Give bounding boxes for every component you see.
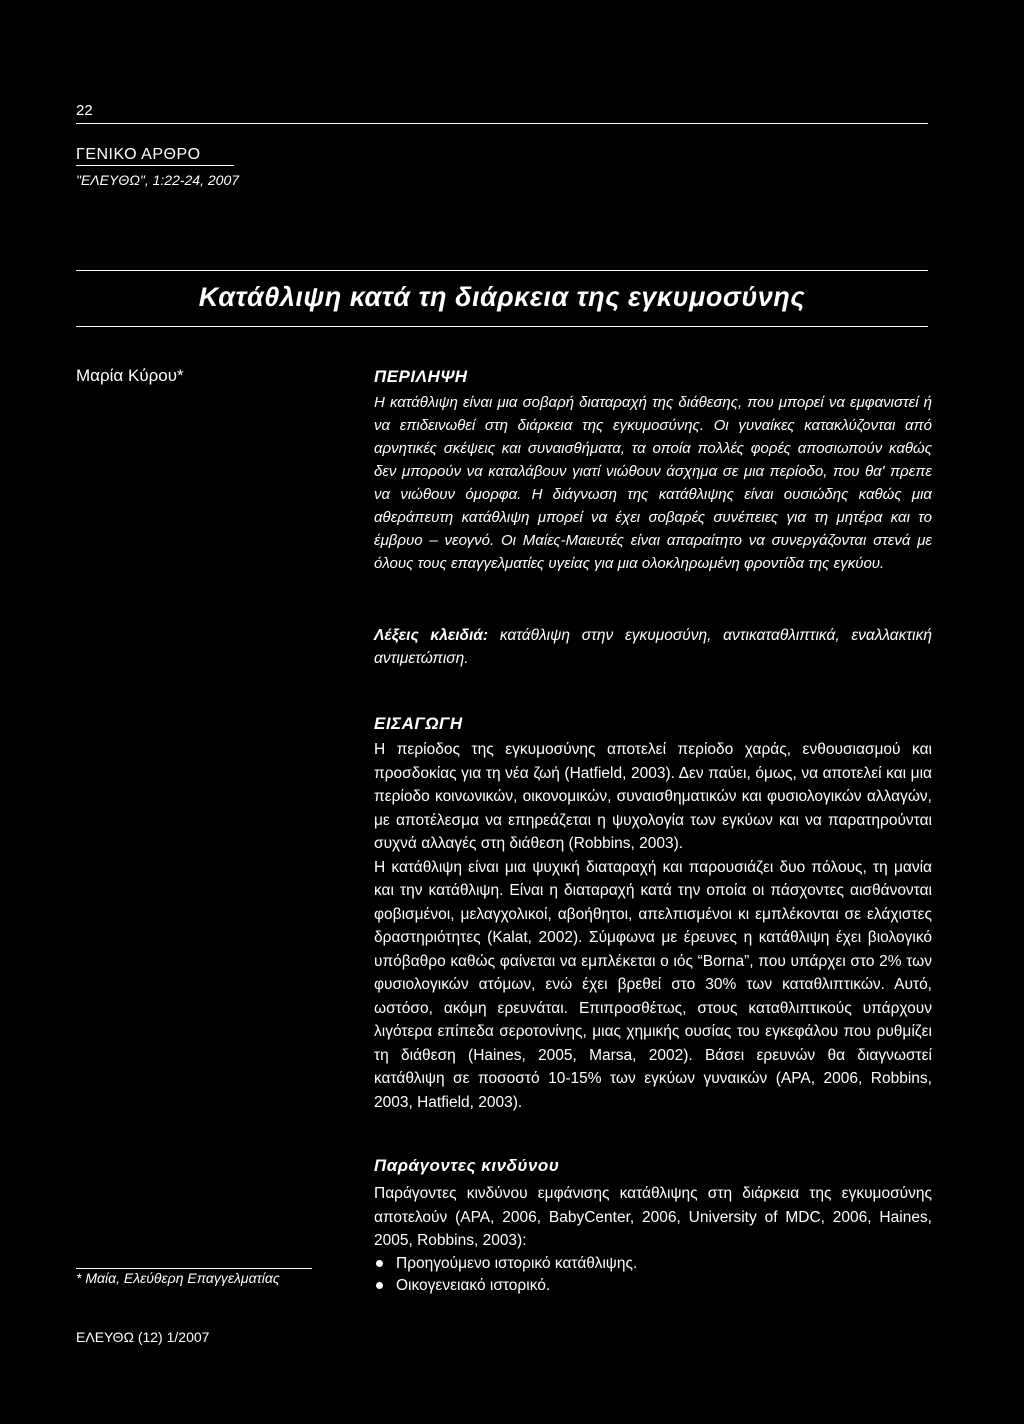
- keywords-label: Λέξεις κλειδιά:: [374, 627, 489, 644]
- risk-factors-heading: Παράγοντες κινδύνου: [374, 1156, 560, 1175]
- risk-factors-body: [374, 1182, 932, 1297]
- author-footnote: * Μαία, Ελεύθερη Επαγγελματίας: [76, 1270, 280, 1286]
- bullet-icon: [376, 1260, 383, 1267]
- abstract-heading: ΠΕΡΙΛΗΨΗ: [374, 367, 468, 386]
- bullet-icon: [376, 1282, 383, 1289]
- keywords-text: κατάθλιψη στην εγκυμοσύνη, αντικαταθλιπτικά, εναλλακτική αντιμετώπιση.: [374, 627, 932, 667]
- list-item: Οικογενειακό ιστορικό.: [374, 1275, 932, 1297]
- journal-footer: ΕΛΕΥΘΩ (12) 1/2007: [76, 1329, 210, 1345]
- risk-factors-list: [374, 1253, 932, 1297]
- keywords: [374, 624, 932, 670]
- journal-citation: "ΕΛΕΥΘΩ", 1:22-24, 2007: [76, 172, 240, 188]
- risk-factors-text: Παράγοντες κινδύνου εμφάνισης κατάθλιψης στη διάρκεια της εγκυμοσύνης αποτελούν (APA, 2006, BabyCenter, 2006, University of MDC, 2006, Haines, 2005, Robbins, 2003):: [374, 1185, 932, 1249]
- author-name: Μαρία Κύρου*: [76, 366, 184, 385]
- introduction-paragraph-2: Η κατάθλιψη είναι μια ψυχική διαταραχή και παρουσιάζει δυο πόλους, τη μανία και την κατάθλιψη. Είναι η διαταραχή κατά την οποία οι πάσχοντες αισθάνονται φοβισμένοι, μελαγχολικοί, αβοήθητοι, απελπισμένοι κι εμπλέκονται σε ελάχιστες δραστηριότητες (Kalat, 2002). Σύμφωνα με έρευνες η κατάθλιψη έχει βιολογικό υπόβαθρο καθώς φαίνεται να εμπλέκεται ο ιός “Borna”, που υπάρχει στο 2% των φυσιολογικών ατόμων, ενώ έχει βρεθεί στο 30% των καταθλιπτικών. Αυτό, ωστόσο, ακόμη ερευνάται. Επιπροσθέτως, στους καταθλιπτικούς υπάρχουν λιγότερα επίπεδα σεροτονίνης, μιας χημικής ουσίας του εγκεφάλου που ρυθμίζει τη διάθεση (Haines, 2005, Marsa, 2002). Βάσει ερευνών θα διαγνωστεί κατάθλιψη σε ποσοστό 10-15% των εγκύων γυναικών (APA, 2006, Robbins, 2003, Hatfield, 2003).: [374, 858, 932, 1111]
- title-rule-top: [76, 270, 928, 271]
- article-title: Κατάθλιψη κατά τη διάρκεια της εγκυμοσύνης: [198, 282, 806, 312]
- section-underline: [76, 165, 234, 166]
- section-label: ΓΕΝΙΚΟ ΑΡΘΡΟ: [76, 146, 201, 163]
- footnote-rule: [76, 1268, 312, 1269]
- abstract-text: [374, 391, 932, 575]
- abstract-paragraph: Η κατάθλιψη είναι μια σοβαρή διαταραχή της διάθεσης, που μπορεί να εμφανιστεί ή να επιδεινωθεί στη διάρκεια της εγκυμοσύνης. Οι γυναίκες κατακλύζονται από αρνητικές σκέψεις και συναισθήματα, τα οποία πολλές φορές αποσιωπούν καθώς δεν μπορούν να καταλάβουν γιατί νιώθουν άσχημα σε μια περίοδο, που θα' πρεπε να νιώθουν όμορφα. Η διάγνωση της κατάθλιψης είναι ουσιώδης καθώς μια αθεράπευτη κατάθλιψη μπορεί να έχει σοβαρές συνέπειες για τη μητέρα και το έμβρυο – νεογνό. Οι Μαίες-Μαιευτές είναι απαραίτητο να συνεργάζονται στενά με όλους τους επαγγελματίες υγείας για μια ολοκληρωμένη φροντίδα της εγκύου.: [374, 394, 932, 572]
- page-number: 22: [76, 102, 93, 119]
- introduction-heading: ΕΙΣΑΓΩΓΗ: [374, 714, 463, 733]
- list-item: Προηγούμενο ιστορικό κατάθλιψης.: [374, 1253, 932, 1275]
- introduction-paragraph-1: Η περίοδος της εγκυμοσύνης αποτελεί περίοδο χαράς, ενθουσιασμού και προσδοκίας για τη νέα ζωή (Hatfield, 2003). Δεν παύει, όμως, να αποτελεί και μια περίοδο κοινωνικών, οικονομικών, συναισθηματικών και φυσιολογικών αλλαγών, με αποτέλεσμα να επηρεάζεται η ψυχολογία των εγκύων και να παρατηρούνται συχνά αλλαγές στη διάθεση (Robbins, 2003).: [374, 741, 932, 852]
- header-rule: [76, 123, 928, 124]
- introduction-body: [374, 738, 932, 1114]
- title-rule-bottom: [76, 326, 928, 327]
